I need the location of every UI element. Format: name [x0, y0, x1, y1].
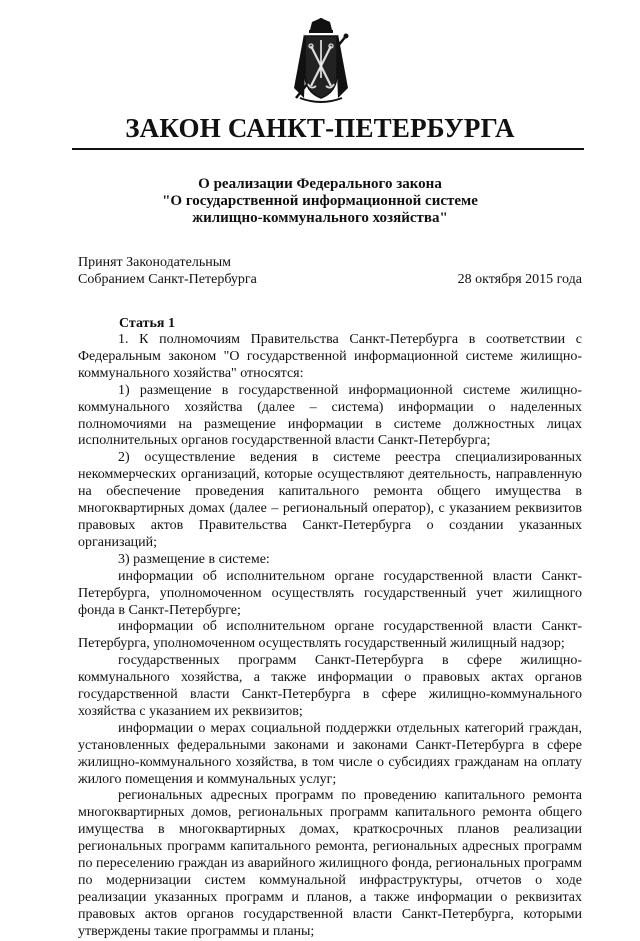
- adopted-line: Принят Законодательным: [78, 255, 231, 270]
- adopted-by: [78, 254, 257, 288]
- subject-line: "О государственной информационной системе: [162, 193, 478, 209]
- paragraph: 2) осуществление ведения в системе реестра специализированных некоммерческих организаций, которые осуществляют деятельность, направленную на обеспечение проведения капитального ремонта общего имущества в многоквартирных домах (далее – региональный оператор), с указанием реквизитов правовых актов Правительства Санкт-Петербурга о создании указанных организаций;: [78, 450, 582, 550]
- adopted-line: Собранием Санкт-Петербурга: [78, 272, 257, 287]
- coat-of-arms-icon: [290, 18, 352, 104]
- subject-line: О реализации Федерального закона: [198, 176, 442, 192]
- article-body: [78, 332, 582, 941]
- paragraph: 1) размещение в государственной информационной системе жилищно-коммунального хозяйства (далее – система) информации о наделенных полномочиями на размещение информации в системе должностных лицах исполнительных органов государственной власти Санкт-Петербурга;: [78, 382, 582, 449]
- paragraph: государственных программ Санкт-Петербурга в сфере жилищно-коммунального хозяйства, а также информации о правовых актах органов государственной власти Санкт-Петербурга в сфере жилищно-коммунального хозяйства с указанием их реквизитов;: [78, 653, 582, 719]
- paragraph: 1. К полномочиям Правительства Санкт-Петербурга в соответствии с Федеральным законом "О государственной информационной системе жилищно-коммунального хозяйства" относятся:: [78, 332, 582, 381]
- adoption-date: 28 октября 2015 года: [457, 272, 582, 287]
- paragraph: информации об исполнительном органе государственной власти Санкт-Петербурга, уполномоченном осуществлять государственный жилищный надзор;: [78, 619, 582, 652]
- paragraph: информации о мерах социальной поддержки отдельных категорий граждан, установленных федеральными законами и законами Санкт-Петербурга в сфере жилищно-коммунального хозяйства, в том числе о субсидиях гражданам на оплату жилого помещения и коммунальных услуг;: [78, 720, 582, 787]
- paragraph: 3) размещение в системе:: [118, 551, 270, 567]
- subject-line: жилищно-коммунального хозяйства": [192, 210, 448, 226]
- law-title: ЗАКОН САНКТ-ПЕТЕРБУРГА: [125, 113, 515, 143]
- article-heading: Статья 1: [119, 316, 175, 331]
- paragraph: региональных адресных программ по проведению капитального ремонта многоквартирных домов, региональных программ капитального ремонта общего имущества в многоквартирных домах, краткосрочных планов реализации региональных программ капитального ремонта, региональных адресных программ по переселению граждан из аварийного жилищного фонда, региональных программ по модернизации систем коммунальной инфраструктуры, отчетов о ходе реализации указанных программ и планов, а также информации о реквизитах правовых актов органов государственной власти Санкт-Петербурга, которыми утверждены такие программы и планы;: [78, 788, 582, 939]
- law-subject: [0, 176, 640, 227]
- paragraph: информации об исполнительном органе государственной власти Санкт-Петербурга, уполномоченном осуществлять государственный учет жилищного фонда в Санкт-Петербурге;: [78, 568, 582, 618]
- title-underline: [72, 148, 584, 150]
